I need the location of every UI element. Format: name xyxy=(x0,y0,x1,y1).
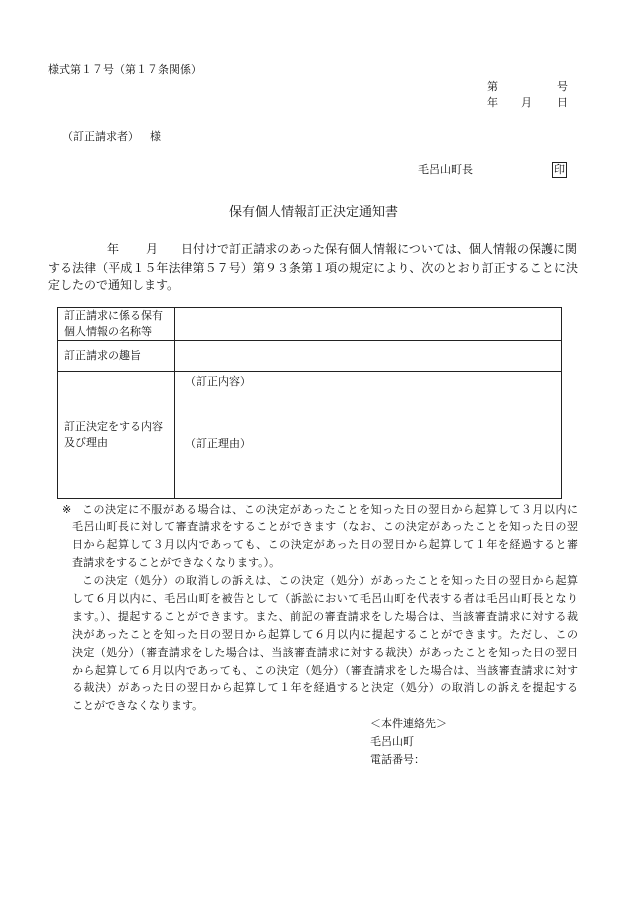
note-line: この決定に不服がある場合は、この決定があったことを知った日の翌日から起算して３月以内に xyxy=(82,503,578,516)
note-line: から起算して６月以内であっても、この決定（処分）（審査請求をした場合は、当該審査請求に対す xyxy=(72,664,578,677)
contact-organization: 毛呂山町 xyxy=(370,735,414,748)
row-label-cell xyxy=(58,372,175,499)
correction-content-label: （訂正内容） xyxy=(185,375,251,388)
row-value-cell xyxy=(175,341,562,372)
row-label-line: 訂正決定をする内容 xyxy=(64,420,163,433)
note-line: る裁決）があった日の翌日から起算して１年を経過すると決定（処分）の取消しの訴えを提起する xyxy=(72,681,578,694)
date-year: 年 xyxy=(487,96,498,109)
recipient-label: （訂正請求者） xyxy=(62,130,139,143)
correction-reason-label: （訂正理由） xyxy=(185,437,251,450)
table-row xyxy=(58,308,562,341)
table-row xyxy=(58,341,562,372)
doc-number-prefix: 第 xyxy=(487,80,498,93)
body-line: する法律（平成１５年法律第５７号）第９３条第１項の規定により、次のとおり訂正することに決 xyxy=(48,261,578,275)
document-title: 保有個人情報訂正決定通知書 xyxy=(228,205,398,220)
contact-phone-label: 電話番号： xyxy=(370,753,425,766)
note-line: 毛呂山町長に対して審査請求をすることができます（なお、この決定があったことを知った日の翌 xyxy=(72,520,578,533)
note-line: して６月以内に、毛呂山町を被告として（訴訟において毛呂山町を代表する者は毛呂山町長となり xyxy=(72,592,578,605)
row-value-cell xyxy=(175,372,562,499)
note-line: この決定（処分）の取消しの訴えは、この決定（処分）があったことを知った日の翌日から起算 xyxy=(82,574,578,587)
note-line: 日から起算して３月以内であっても、この決定があった日の翌日から起算して１年を経過すると審 xyxy=(72,538,578,551)
body-line: 定したので通知します。 xyxy=(48,278,180,292)
row-label-line: 訂正請求の趣旨 xyxy=(64,349,141,362)
issuer-name: 毛呂山町長 xyxy=(418,163,473,176)
recipient-honorific: 様 xyxy=(150,130,161,143)
date-month: 月 xyxy=(521,96,532,109)
doc-number-suffix: 号 xyxy=(557,80,568,93)
body-date-month: 月 xyxy=(146,242,159,256)
row-label-cell xyxy=(58,341,175,372)
table-row xyxy=(58,372,562,499)
seal-stamp-box: 印 xyxy=(554,163,565,176)
row-label-line: 及び理由 xyxy=(64,436,108,449)
note-line: ことができなくなります。 xyxy=(72,699,204,712)
body-line: 日付けで訂正請求のあった保有個人情報については、個人情報の保護に関 xyxy=(181,242,577,256)
body-date-year: 年 xyxy=(107,242,120,256)
note-line: 決定（処分）（審査請求をした場合は、当該審査請求に対する裁決）があったことを知った日の翌日 xyxy=(72,646,578,659)
note-line: ます。）、提起することができます。また、前記の審査請求をした場合は、当該審査請求に対する裁 xyxy=(72,610,578,623)
correction-table xyxy=(57,307,562,499)
note-line: 決があったことを知った日の翌日から起算して６月以内に提起することができます。ただし、この xyxy=(72,628,578,641)
note-line: 査請求をすることができなくなります。）。 xyxy=(72,556,281,569)
form-number: 様式第１７号（第１７条関係） xyxy=(48,63,202,76)
row-value-cell xyxy=(175,308,562,341)
contact-heading: ＜本件連絡先＞ xyxy=(370,717,447,730)
row-label-line: 訂正請求に係る保有 xyxy=(64,309,163,322)
row-label-line: 個人情報の名称等 xyxy=(64,325,152,338)
date-day: 日 xyxy=(557,96,568,109)
note-mark: ※ xyxy=(62,503,72,516)
row-label-cell xyxy=(58,308,175,341)
